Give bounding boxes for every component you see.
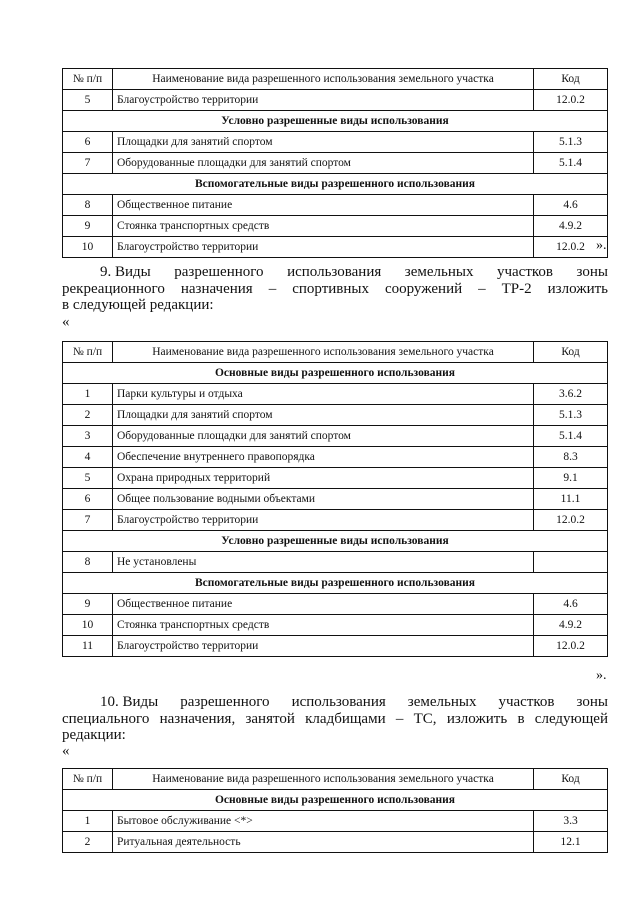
word: зоны bbox=[576, 264, 608, 280]
row-number: 9 bbox=[63, 594, 113, 615]
land-use-table-2 bbox=[62, 341, 608, 657]
row-number: 9 bbox=[63, 216, 113, 237]
word: изложить bbox=[547, 280, 608, 297]
row-code: 12.0.2 bbox=[534, 510, 608, 531]
word: в bbox=[517, 710, 525, 727]
table-header-row bbox=[63, 769, 608, 790]
row-number: 1 bbox=[63, 384, 113, 405]
row-code: 8.3 bbox=[534, 447, 608, 468]
word: 10. Виды bbox=[100, 694, 159, 710]
row-number: 5 bbox=[63, 90, 113, 111]
row-code: 5.1.3 bbox=[534, 132, 608, 153]
section-title: Условно разрешенные виды использования bbox=[63, 111, 608, 132]
row-code: 9.1 bbox=[534, 468, 608, 489]
table-row bbox=[63, 237, 608, 258]
row-number: 8 bbox=[63, 195, 113, 216]
table-row bbox=[63, 552, 608, 573]
row-name: Общественное питание bbox=[113, 195, 534, 216]
table-row bbox=[63, 447, 608, 468]
word: назначения, bbox=[159, 710, 236, 727]
header-name: Наименование вида разрешенного использования земельного участка bbox=[113, 769, 534, 790]
row-name: Не установлены bbox=[113, 552, 534, 573]
row-number: 10 bbox=[63, 615, 113, 636]
table-header-row bbox=[63, 342, 608, 363]
section-row bbox=[63, 111, 608, 132]
section-row bbox=[63, 174, 608, 195]
word: земельных bbox=[404, 264, 474, 280]
word: участков bbox=[498, 694, 555, 710]
row-code: 12.1 bbox=[534, 832, 608, 853]
section-row bbox=[63, 363, 608, 384]
word: спортивных bbox=[292, 280, 369, 297]
row-name: Площадки для занятий спортом bbox=[113, 405, 534, 426]
row-name: Стоянка транспортных средств bbox=[113, 615, 534, 636]
table-row bbox=[63, 832, 608, 853]
section-row bbox=[63, 573, 608, 594]
word: – bbox=[268, 280, 277, 297]
paragraph-line bbox=[62, 694, 608, 711]
row-number: 3 bbox=[63, 426, 113, 447]
row-code: 12.0.2 bbox=[534, 90, 608, 111]
word: изложить bbox=[446, 710, 508, 727]
section-title: Вспомогательные виды разрешенного использования bbox=[63, 174, 608, 195]
row-code: 3.3 bbox=[534, 811, 608, 832]
row-code: 5.1.3 bbox=[534, 405, 608, 426]
quote-open-9: « bbox=[62, 314, 70, 330]
word: 9. Виды bbox=[100, 264, 151, 280]
row-name: Общественное питание bbox=[113, 594, 534, 615]
row-code: 4.9.2 bbox=[534, 615, 608, 636]
word: использования bbox=[291, 694, 386, 710]
word: кладбищами bbox=[305, 710, 386, 727]
word: зоны bbox=[576, 694, 608, 710]
row-number: 4 bbox=[63, 447, 113, 468]
header-number: № п/п bbox=[63, 342, 113, 363]
row-number: 7 bbox=[63, 153, 113, 174]
paragraph-line bbox=[62, 264, 608, 281]
row-name: Стоянка транспортных средств bbox=[113, 216, 534, 237]
section-row bbox=[63, 531, 608, 552]
row-number: 2 bbox=[63, 832, 113, 853]
header-code: Код bbox=[534, 342, 608, 363]
land-use-table-1 bbox=[62, 68, 608, 258]
row-name: Благоустройство территории bbox=[113, 636, 534, 657]
header-name: Наименование вида разрешенного использования земельного участка bbox=[113, 69, 534, 90]
table-row bbox=[63, 195, 608, 216]
header-name: Наименование вида разрешенного использования земельного участка bbox=[113, 342, 534, 363]
table-row bbox=[63, 216, 608, 237]
paragraph-10 bbox=[62, 694, 608, 744]
row-name: Общее пользование водными объектами bbox=[113, 489, 534, 510]
table-row bbox=[63, 615, 608, 636]
table-row bbox=[63, 811, 608, 832]
word: ТР-2 bbox=[501, 280, 532, 297]
word: рекреационного bbox=[62, 280, 165, 297]
quote-close-1: ». bbox=[596, 238, 607, 253]
quote-close-2: ». bbox=[596, 668, 607, 683]
row-code: 4.6 bbox=[534, 195, 608, 216]
table-row bbox=[63, 405, 608, 426]
row-code: 12.0.2 bbox=[534, 636, 608, 657]
word: сооружений bbox=[384, 280, 463, 297]
row-number: 6 bbox=[63, 489, 113, 510]
row-code: 4.6 bbox=[534, 594, 608, 615]
land-use-table-3 bbox=[62, 768, 608, 853]
word: занятой bbox=[245, 710, 295, 727]
word: ТС, bbox=[413, 710, 437, 727]
word: – bbox=[395, 710, 404, 727]
header-number: № п/п bbox=[63, 69, 113, 90]
table-row bbox=[63, 132, 608, 153]
row-code: 5.1.4 bbox=[534, 426, 608, 447]
paragraph-line: редакции: bbox=[62, 727, 126, 743]
paragraph-line bbox=[62, 711, 608, 728]
word: специального bbox=[62, 710, 150, 727]
table-row bbox=[63, 90, 608, 111]
table-row bbox=[63, 426, 608, 447]
row-code: 12.0.2 bbox=[534, 237, 608, 258]
row-name: Обеспечение внутреннего правопорядка bbox=[113, 447, 534, 468]
header-number: № п/п bbox=[63, 769, 113, 790]
table-row bbox=[63, 489, 608, 510]
section-row bbox=[63, 790, 608, 811]
table-row bbox=[63, 594, 608, 615]
paragraph-9 bbox=[62, 264, 608, 314]
row-number: 7 bbox=[63, 510, 113, 531]
row-code: 4.9.2 bbox=[534, 216, 608, 237]
row-name: Охрана природных территорий bbox=[113, 468, 534, 489]
row-number: 5 bbox=[63, 468, 113, 489]
header-code: Код bbox=[534, 69, 608, 90]
row-number: 2 bbox=[63, 405, 113, 426]
table-row bbox=[63, 636, 608, 657]
row-name: Благоустройство территории bbox=[113, 237, 534, 258]
section-title: Вспомогательные виды разрешенного использования bbox=[63, 573, 608, 594]
row-number: 1 bbox=[63, 811, 113, 832]
row-name: Бытовое обслуживание <*> bbox=[113, 811, 534, 832]
row-code: 5.1.4 bbox=[534, 153, 608, 174]
row-name: Благоустройство территории bbox=[113, 90, 534, 111]
table-header-row bbox=[63, 69, 608, 90]
row-number: 11 bbox=[63, 636, 113, 657]
section-title: Условно разрешенные виды использования bbox=[63, 531, 608, 552]
row-number: 8 bbox=[63, 552, 113, 573]
row-code bbox=[534, 552, 608, 573]
section-title: Основные виды разрешенного использования bbox=[63, 790, 608, 811]
row-code: 11.1 bbox=[534, 489, 608, 510]
row-name: Парки культуры и отдыха bbox=[113, 384, 534, 405]
word: земельных bbox=[407, 694, 477, 710]
paragraph-line: в следующей редакции: bbox=[62, 297, 214, 313]
section-title: Основные виды разрешенного использования bbox=[63, 363, 608, 384]
word: разрешенного bbox=[180, 694, 270, 710]
word: участков bbox=[496, 264, 553, 280]
table-row bbox=[63, 384, 608, 405]
row-code: 3.6.2 bbox=[534, 384, 608, 405]
row-name: Благоустройство территории bbox=[113, 510, 534, 531]
header-code: Код bbox=[534, 769, 608, 790]
row-name: Площадки для занятий спортом bbox=[113, 132, 534, 153]
word: использования bbox=[287, 264, 382, 280]
quote-open-10: « bbox=[62, 743, 70, 759]
word: разрешенного bbox=[174, 264, 264, 280]
word: – bbox=[478, 280, 486, 297]
word: назначения bbox=[180, 280, 253, 297]
table-row bbox=[63, 510, 608, 531]
row-name: Ритуальная деятельность bbox=[113, 832, 534, 853]
row-name: Оборудованные площадки для занятий спортом bbox=[113, 426, 534, 447]
paragraph-line bbox=[62, 281, 608, 298]
table-row bbox=[63, 153, 608, 174]
table-row bbox=[63, 468, 608, 489]
row-number: 6 bbox=[63, 132, 113, 153]
word: следующей bbox=[534, 710, 608, 727]
row-number: 10 bbox=[63, 237, 113, 258]
row-name: Оборудованные площадки для занятий спортом bbox=[113, 153, 534, 174]
